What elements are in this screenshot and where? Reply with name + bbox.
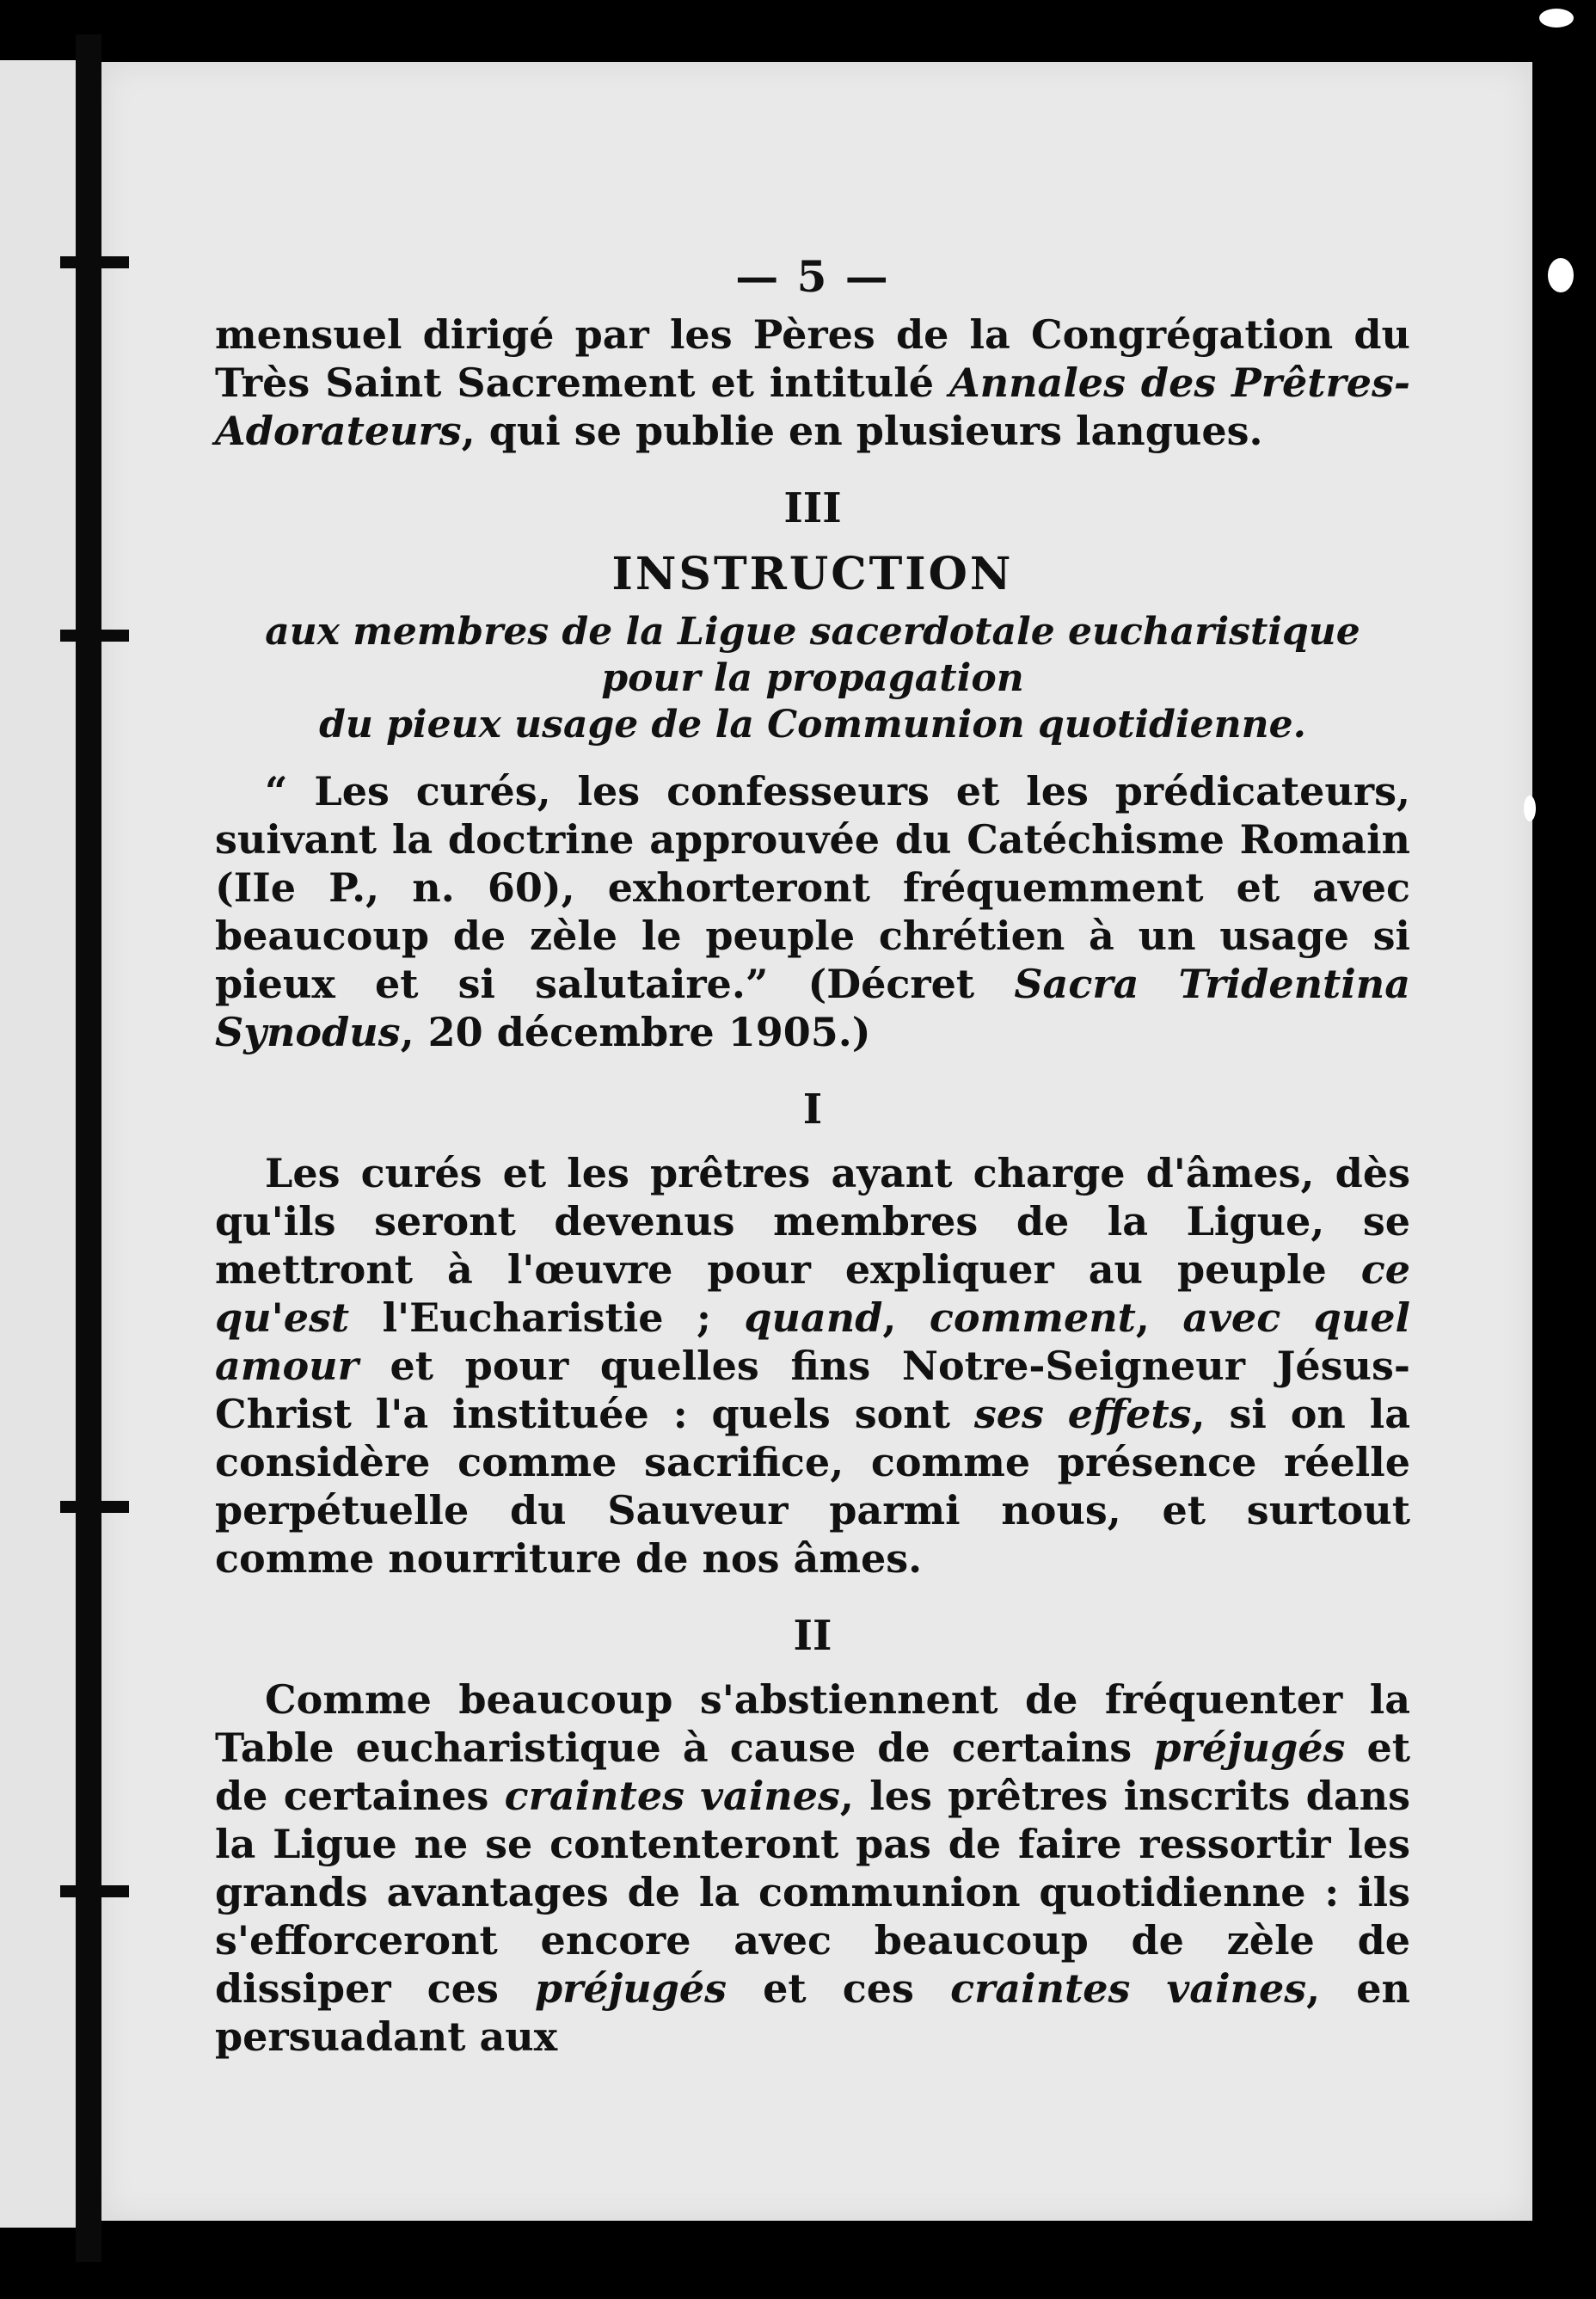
facing-page-edge bbox=[0, 60, 82, 2228]
scan-speck bbox=[1548, 258, 1574, 292]
italic-run: ce qu'est bbox=[215, 1246, 1410, 1341]
subtitle-line: aux membres de la Ligue sacerdotale eucharistique bbox=[265, 610, 1360, 654]
italic-run: craintes vaines bbox=[950, 1965, 1307, 2012]
decree-quote: “ Les curés, les confesseurs et les prédicateurs, suivant la doctrine approuvée du Catéchisme Romain (IIe P., n. 60), exhorteront fréquemment et avec beaucoup de zèle le peuple chrétien à un usage si pieux et si salutaire.” (Décret Sacra Tridentina Synodus, 20 décembre 1905.) bbox=[215, 768, 1410, 1055]
page-content bbox=[215, 251, 1410, 2061]
opening-paragraph: mensuel dirigé par les Pères de la Congrégation du Très Saint Sacrement et intitulé Annales des Prêtres-Adorateurs, qui se publie en plusieurs langues. bbox=[215, 311, 1410, 454]
section-heading-i: I bbox=[802, 1085, 823, 1134]
book-page bbox=[101, 62, 1532, 2221]
italic-run: ses effets bbox=[973, 1391, 1192, 1437]
binding-stitch bbox=[60, 256, 129, 268]
italic-run: préjugés bbox=[1153, 1724, 1346, 1771]
binding-spine bbox=[76, 34, 101, 2262]
section-i-paragraph: Les curés et les prêtres ayant charge d'âmes, dès qu'ils seront devenus membres de la Ligue, se mettront à l'œuvre pour expliquer au peuple ce qu'est l'Eucharistie ; quand, comment, avec quel amour et pour quelles fins Notre-Seigneur Jésus-Christ l'a instituée : quels sont ses effets, si on la considère comme sacrifice, comme présence réelle perpétuelle du Sauveur parmi nous, et surtout comme nourriture de nos âmes. bbox=[215, 1150, 1411, 1582]
italic-run: Sacra Tridentina Synodus bbox=[215, 961, 1410, 1055]
scan-speck bbox=[1524, 796, 1536, 821]
italic-run: préjugés bbox=[534, 1965, 727, 2012]
section-ii-paragraph: Comme beaucoup s'abstiennent de fréquenter la Table eucharistique à cause de certains préjugés et de certaines craintes vaines, les prêtres inscrits dans la Ligue ne se contenteront pas de faire ressortir les grands avantages de la communion quotidienne : ils s'efforceront encore avec beaucoup de zèle de dissiper ces préjugés et ces craintes vaines, en persuadant aux bbox=[215, 1676, 1411, 2060]
instruction-title: INSTRUCTION bbox=[611, 548, 1014, 600]
italic-run: Annales des Prêtres-Adorateurs bbox=[215, 360, 1410, 454]
italic-run: comment bbox=[929, 1294, 1136, 1341]
binding-stitch bbox=[60, 1501, 129, 1513]
italic-run: quand bbox=[744, 1294, 883, 1341]
section-heading-ii: II bbox=[793, 1612, 832, 1660]
binding-stitch bbox=[60, 630, 129, 642]
italic-run: craintes vaines bbox=[504, 1773, 840, 1819]
binding-stitch bbox=[60, 1885, 129, 1897]
page-number: — 5 — bbox=[735, 251, 890, 302]
section-heading-iii: III bbox=[783, 484, 842, 532]
subtitle-line: du pieux usage de la Communion quotidienne. bbox=[319, 703, 1306, 747]
instruction-subtitle bbox=[215, 609, 1410, 748]
subtitle-line: pour la propagation bbox=[601, 656, 1024, 700]
italic-run: avec quel amour bbox=[215, 1294, 1411, 1389]
scan-speck bbox=[1539, 9, 1574, 28]
